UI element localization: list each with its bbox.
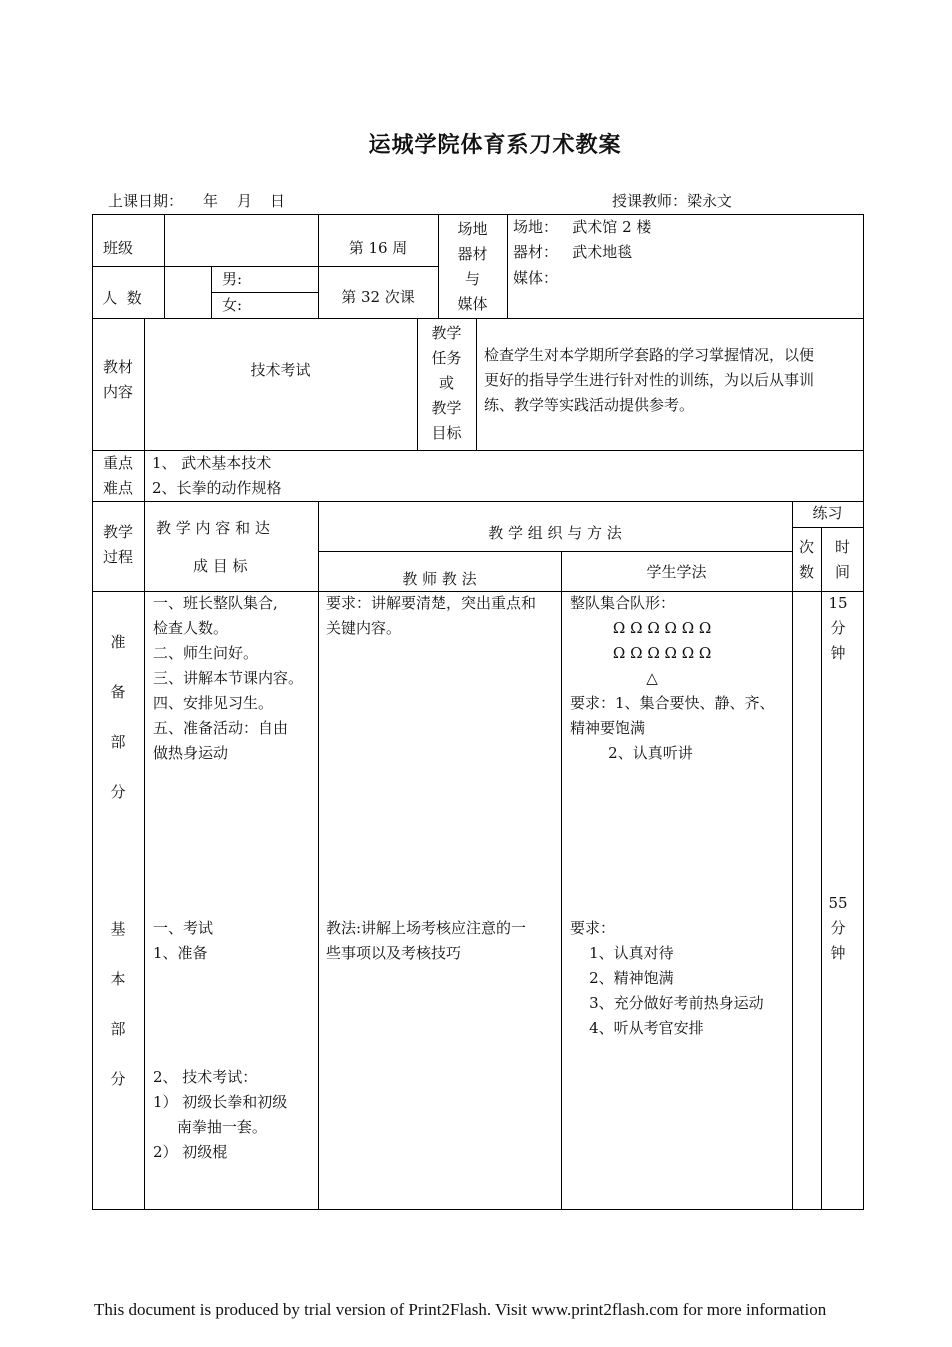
people-label: 人 数 (102, 289, 142, 307)
task-label: 教学 任务 或 教学 目标 (431, 324, 462, 442)
page-title: 运城学院体育系刀术教案 (368, 132, 622, 158)
key-points: 1、 武术基本技术 2、长拳的动作规格 (152, 454, 282, 497)
prep-section-label: 准 备 部 分 (110, 633, 126, 801)
male-count: 男: (222, 270, 243, 288)
basic-teacher-method: 教法:讲解上场考核应注意的一 些事项以及考核技巧 (326, 919, 527, 962)
student-method-header: 学生学法 (646, 563, 707, 581)
date-label: 上课日期： (108, 192, 184, 210)
teacher-method-header: 教 师 教 法 (402, 570, 477, 588)
basic-student-method: 要求： 1、认真对待 2、精神饱满 3、充分做好考前热身运动 4、听从考官安排 (570, 919, 764, 1037)
org-method-header: 教 学 组 织 与 方 法 (488, 524, 622, 542)
content-goal-header-2: 成 目 标 (193, 557, 248, 575)
lesson-number: 第 32 次课 (341, 288, 415, 306)
teacher-name: 授课教师：梁永文 (612, 192, 733, 210)
female-count: 女: (222, 296, 243, 314)
venue-label: 场地 器材 与 媒体 (457, 220, 488, 313)
week-number: 第 16 周 (348, 239, 408, 257)
practice-header: 练习 (812, 504, 843, 522)
prep-student-method: 整队集合队形： Ω Ω Ω Ω Ω Ω Ω Ω Ω Ω Ω Ω △ 要求：1、集合要快、静、齐、 精神要饱满 2、认真听讲 (570, 594, 775, 762)
times-header: 次 数 (798, 538, 814, 581)
material-content: 技术考试 (250, 361, 311, 379)
key-label: 重点 难点 (102, 454, 133, 497)
trial-footer-notice: This document is produced by trial version of Print2Flash. Visit www.print2flash.com for more information (94, 1300, 827, 1319)
basic-content-tech: 2、 技术考试： 1） 初级长拳和初级 南拳抽一套。 2） 初级棍 (153, 1068, 288, 1161)
prep-time: 15 分 钟 (828, 594, 848, 662)
time-header: 时 间 (834, 538, 850, 581)
prep-teacher-method: 要求：讲解要清楚，突出重点和 关键内容。 (326, 594, 537, 637)
process-label: 教学 过程 (102, 523, 133, 566)
basic-content-exam: 一、考试 1、准备 (153, 919, 214, 962)
content-goal-header-1: 教 学 内 容 和 达 (156, 519, 270, 537)
prep-content: 一、班长整队集合, 检查人数。 二、师生问好。 三、讲解本节课内容。 四、安排见习生。 五、准备活动：自由 做热身运动 (153, 594, 304, 762)
media-value: 媒体： (513, 269, 559, 287)
date-month: 月 (237, 192, 253, 210)
basic-time: 55 分 钟 (828, 894, 848, 962)
material-label: 教材 内容 (102, 358, 133, 401)
task-description: 检查学生对本学期所学套路的学习掌握情况，以便 更好的指导学生进行针对性的训练，为以后从事训 练、教学等实践活动提供参考。 (484, 346, 815, 414)
class-label: 班级 (102, 239, 133, 257)
venue-value: 场地： 武术馆 2 楼 (513, 218, 652, 236)
date-year: 年 (203, 192, 219, 210)
basic-section-label: 基 本 部 分 (110, 920, 126, 1088)
equipment-value: 器材： 武术地毯 (513, 243, 633, 261)
date-day: 日 (270, 192, 286, 210)
